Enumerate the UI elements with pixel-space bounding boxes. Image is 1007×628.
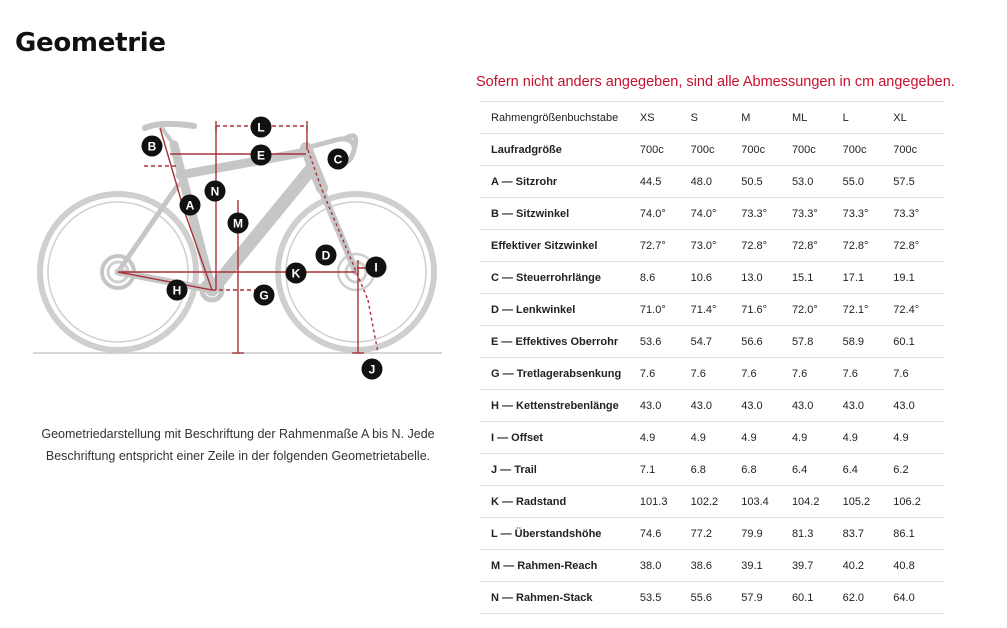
- diagram-caption: Geometriedarstellung mit Beschriftung der Rahmenmaße A bis N. Jede Beschriftung entspricht einer Zeile in der folgenden Geometrietabelle.: [41, 426, 435, 463]
- table-row: [480, 198, 944, 230]
- svg-text:N: N: [210, 184, 220, 199]
- table-cell: 6.2: [893, 454, 944, 486]
- marker-g: [254, 285, 275, 306]
- size-xs-header: XS: [640, 102, 691, 134]
- table-cell: 4.9: [792, 422, 843, 454]
- marker-k: [286, 263, 307, 284]
- row-label: B — Sitzwinkel: [480, 198, 640, 230]
- table-row: [480, 518, 944, 550]
- table-cell: 60.1: [792, 582, 843, 614]
- table-cell: 57.8: [792, 326, 843, 358]
- table-cell: 40.2: [843, 550, 894, 582]
- svg-text:A: A: [185, 198, 195, 213]
- table-cell: 17.1: [843, 262, 894, 294]
- table-cell: 6.4: [843, 454, 894, 486]
- table-cell: 53.6: [640, 326, 691, 358]
- table-cell: 72.0°: [792, 294, 843, 326]
- row-label: I — Offset: [480, 422, 640, 454]
- svg-text:K: K: [291, 266, 301, 281]
- table-row: [480, 134, 944, 166]
- table-cell: 72.1°: [843, 294, 894, 326]
- table-cell: 7.6: [843, 358, 894, 390]
- table-cell: 57.9: [741, 582, 792, 614]
- table-cell: 58.9: [843, 326, 894, 358]
- marker-m: [251, 117, 272, 138]
- table-cell: 6.8: [741, 454, 792, 486]
- row-label: E — Effektives Oberrohr: [480, 326, 640, 358]
- row-label: H — Kettenstrebenlänge: [480, 390, 640, 422]
- table-cell: 71.4°: [691, 294, 742, 326]
- table-cell: 50.5: [741, 166, 792, 198]
- table-cell: 79.9: [741, 518, 792, 550]
- page-title: Geometrie: [15, 28, 166, 58]
- marker-i: [366, 257, 387, 278]
- table-cell: 7.6: [741, 358, 792, 390]
- marker-h: [167, 280, 188, 301]
- table-cell: 72.8°: [741, 230, 792, 262]
- table-row: [480, 326, 944, 358]
- table-row: [480, 166, 944, 198]
- table-cell: 44.5: [640, 166, 691, 198]
- row-label: M — Rahmen-Reach: [480, 550, 640, 582]
- size-l-header: L: [843, 102, 894, 134]
- marker-n: [205, 181, 226, 202]
- size-xl-header: XL: [893, 102, 944, 134]
- table-cell: 700c: [691, 134, 742, 166]
- table-cell: 64.0: [893, 582, 944, 614]
- table-cell: 106.2: [893, 486, 944, 518]
- svg-text:D: D: [321, 248, 331, 263]
- table-cell: 40.8: [893, 550, 944, 582]
- table-cell: 71.6°: [741, 294, 792, 326]
- table-cell: 57.5: [893, 166, 944, 198]
- table-cell: 7.6: [691, 358, 742, 390]
- table-cell: 700c: [843, 134, 894, 166]
- table-row: [480, 390, 944, 422]
- marker-c: [328, 149, 349, 170]
- marker-e: [251, 145, 272, 166]
- marker-j: [362, 359, 383, 380]
- table-cell: 53.0: [792, 166, 843, 198]
- table-cell: 43.0: [640, 390, 691, 422]
- table-cell: 74.0°: [691, 198, 742, 230]
- row-label: Laufradgröße: [480, 134, 640, 166]
- table-row: [480, 550, 944, 582]
- table-row: [480, 230, 944, 262]
- row-label: D — Lenkwinkel: [480, 294, 640, 326]
- row-label: J — Trail: [480, 454, 640, 486]
- table-cell: 105.2: [843, 486, 894, 518]
- svg-text:C: C: [333, 152, 343, 167]
- marker-d: [316, 245, 337, 266]
- table-cell: 4.9: [741, 422, 792, 454]
- table-cell: 700c: [893, 134, 944, 166]
- table-cell: 55.0: [843, 166, 894, 198]
- marker-l: [228, 213, 249, 234]
- table-cell: 73.3°: [741, 198, 792, 230]
- row-label: Effektiver Sitzwinkel: [480, 230, 640, 262]
- table-cell: 39.1: [741, 550, 792, 582]
- svg-text:L: L: [257, 120, 265, 135]
- row-label: C — Steuerrohrlänge: [480, 262, 640, 294]
- table-cell: 60.1: [893, 326, 944, 358]
- table-cell: 74.0°: [640, 198, 691, 230]
- table-cell: 101.3: [640, 486, 691, 518]
- table-header-label: Rahmengrößenbuchstabe: [480, 102, 640, 134]
- table-cell: 8.6: [640, 262, 691, 294]
- svg-text:M: M: [233, 216, 243, 231]
- size-m-header: M: [741, 102, 792, 134]
- size-ml-header: ML: [792, 102, 843, 134]
- table-cell: 81.3: [792, 518, 843, 550]
- table-cell: 6.8: [691, 454, 742, 486]
- table-cell: 72.8°: [843, 230, 894, 262]
- svg-text:G: G: [259, 288, 269, 303]
- table-cell: 77.2: [691, 518, 742, 550]
- row-label: L — Überstandshöhe: [480, 518, 640, 550]
- row-label: G — Tretlagerabsenkung: [480, 358, 640, 390]
- table-row: [480, 582, 944, 614]
- table-cell: 54.7: [691, 326, 742, 358]
- table-cell: 73.0°: [691, 230, 742, 262]
- table-cell: 43.0: [792, 390, 843, 422]
- table-cell: 73.3°: [843, 198, 894, 230]
- table-cell: 700c: [792, 134, 843, 166]
- table-cell: 700c: [741, 134, 792, 166]
- table-row: [480, 422, 944, 454]
- table-body: [480, 134, 944, 614]
- geometry-table: [480, 101, 944, 614]
- row-label: K — Radstand: [480, 486, 640, 518]
- table-cell: 72.4°: [893, 294, 944, 326]
- table-cell: 73.3°: [893, 198, 944, 230]
- table-cell: 700c: [640, 134, 691, 166]
- table-cell: 7.1: [640, 454, 691, 486]
- table-cell: 62.0: [843, 582, 894, 614]
- table-row: [480, 486, 944, 518]
- table-cell: 74.6: [640, 518, 691, 550]
- table-cell: 7.6: [893, 358, 944, 390]
- bike-frame: [102, 124, 356, 300]
- table-cell: 102.2: [691, 486, 742, 518]
- units-note: Sofern nicht anders angegeben, sind alle Abmessungen in cm angegeben.: [476, 74, 955, 90]
- table-cell: 38.6: [691, 550, 742, 582]
- table-cell: 4.9: [843, 422, 894, 454]
- table-header-row: [480, 102, 944, 134]
- table-cell: 86.1: [893, 518, 944, 550]
- size-s-header: S: [691, 102, 742, 134]
- table-row: [480, 454, 944, 486]
- table-cell: 43.0: [741, 390, 792, 422]
- table-cell: 7.6: [792, 358, 843, 390]
- bike-geometry-diagram: [30, 112, 446, 384]
- table-cell: 19.1: [893, 262, 944, 294]
- row-label: N — Rahmen-Stack: [480, 582, 640, 614]
- table-cell: 10.6: [691, 262, 742, 294]
- table-cell: 39.7: [792, 550, 843, 582]
- table-cell: 13.0: [741, 262, 792, 294]
- svg-text:B: B: [147, 139, 157, 154]
- table-cell: 72.8°: [792, 230, 843, 262]
- table-row: [480, 294, 944, 326]
- table-cell: 72.7°: [640, 230, 691, 262]
- svg-text:J: J: [368, 362, 376, 377]
- table-cell: 73.3°: [792, 198, 843, 230]
- marker-a: [180, 195, 201, 216]
- table-cell: 4.9: [640, 422, 691, 454]
- table-cell: 72.8°: [893, 230, 944, 262]
- table-cell: 71.0°: [640, 294, 691, 326]
- svg-text:I: I: [374, 260, 378, 275]
- table-row: [480, 262, 944, 294]
- table-cell: 38.0: [640, 550, 691, 582]
- table-cell: 43.0: [843, 390, 894, 422]
- table-cell: 4.9: [691, 422, 742, 454]
- table-cell: 43.0: [691, 390, 742, 422]
- row-label: A — Sitzrohr: [480, 166, 640, 198]
- svg-text:H: H: [172, 283, 182, 298]
- table-cell: 83.7: [843, 518, 894, 550]
- svg-text:E: E: [256, 148, 266, 163]
- marker-b: [142, 136, 163, 157]
- table-cell: 43.0: [893, 390, 944, 422]
- table-cell: 104.2: [792, 486, 843, 518]
- table-cell: 103.4: [741, 486, 792, 518]
- table-row: [480, 358, 944, 390]
- table-cell: 15.1: [792, 262, 843, 294]
- table-cell: 53.5: [640, 582, 691, 614]
- table-cell: 7.6: [640, 358, 691, 390]
- table-cell: 55.6: [691, 582, 742, 614]
- table-cell: 56.6: [741, 326, 792, 358]
- table-cell: 48.0: [691, 166, 742, 198]
- table-cell: 6.4: [792, 454, 843, 486]
- table-cell: 4.9: [893, 422, 944, 454]
